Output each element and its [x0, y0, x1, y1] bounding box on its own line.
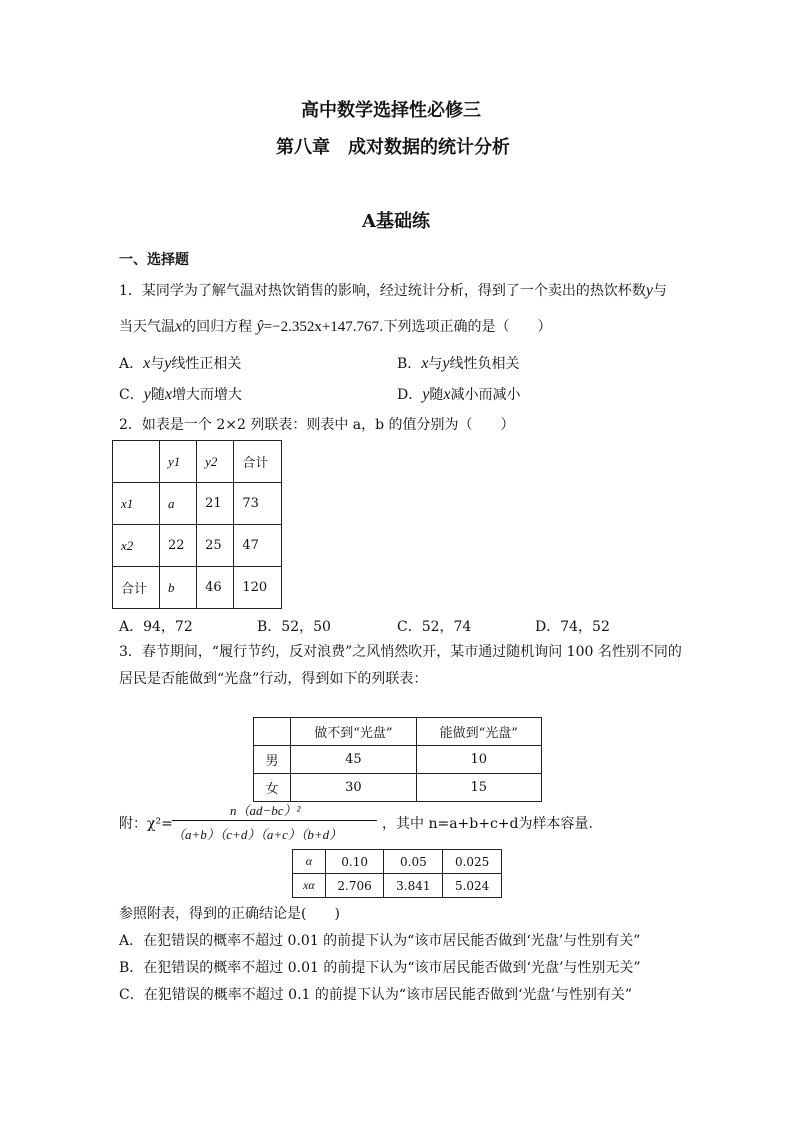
table-cell: 3.841 [384, 874, 443, 898]
q1-line2-b: 的回归方程 [182, 319, 253, 335]
q2-contingency-table [112, 440, 282, 609]
table-cell: 5.024 [443, 874, 502, 898]
table-row [254, 718, 542, 746]
part-heading: 一、选择题 [119, 252, 189, 268]
table-cell: 73 [234, 483, 282, 525]
table-row [113, 525, 282, 567]
table-cell: y1 [160, 441, 197, 483]
formula-prefix: 附：χ²= [119, 816, 173, 832]
q3-option-b: B．在犯错误的概率不超过 0.01 的前提下认为“该市居民能否做到‘光盘’与性别无关” [119, 960, 641, 976]
table-cell: x2 [113, 525, 160, 567]
option-text: 线性负相关 [449, 356, 520, 372]
doc-title: 高中数学选择性必修三 [301, 100, 481, 121]
word-and: 与 [150, 356, 165, 372]
table-cell: 120 [234, 567, 282, 609]
option-text: 减小而减小 [450, 387, 521, 403]
regression-equation: =−2.352x+147.767 [263, 319, 380, 335]
var-x: x [164, 386, 172, 403]
table-cell: 能做到“光盘” [416, 718, 541, 746]
var-x: x [421, 355, 429, 372]
fraction-bar [172, 820, 377, 821]
q1-option-c [119, 384, 242, 404]
q1-option-a [119, 353, 241, 373]
table-cell: 21 [197, 483, 234, 525]
word-sui: 随 [429, 387, 444, 403]
q3-contingency-table [253, 717, 542, 802]
option-text: 增大而增大 [171, 387, 242, 403]
table-row [254, 746, 542, 774]
table-cell: 15 [416, 774, 541, 802]
fraction-denominator: （a+b）（c+d）（a+c）（b+d） [172, 827, 343, 842]
q1-line2-c: .下列选项正确的是（ ） [379, 319, 552, 335]
table-cell: 25 [197, 525, 234, 567]
option-label: C． [119, 387, 144, 403]
option-text: 线性正相关 [171, 356, 242, 372]
word-and: 与 [428, 356, 443, 372]
table-cell: 47 [234, 525, 282, 567]
table-row [113, 567, 282, 609]
var-y: y [442, 355, 450, 372]
y-hat: ŷ [256, 318, 264, 335]
table-cell: α [293, 850, 326, 874]
var-y: y [143, 386, 151, 403]
q3-conclusion-prompt: 参照附表，得到的正确结论是( ) [119, 906, 340, 922]
table-row [293, 850, 502, 874]
table-cell [254, 718, 291, 746]
q2-option-c: C．52，74 [397, 619, 472, 635]
q3-option-a: A．在犯错误的概率不超过 0.01 的前提下认为“该市居民能否做到‘光盘’与性别有关” [119, 933, 641, 949]
q2-option-d: D．74，52 [535, 619, 610, 635]
table-cell: 22 [160, 525, 197, 567]
table-cell: 做不到“光盘” [291, 718, 416, 746]
table-cell: 2.706 [325, 874, 384, 898]
option-label: D． [397, 387, 423, 403]
table-cell: x1 [113, 483, 160, 525]
q2-option-a: A．94，72 [119, 619, 193, 635]
table-cell: 0.10 [325, 850, 384, 874]
table-row [293, 874, 502, 898]
var-y: y [422, 386, 430, 403]
q1-line2-a: 当天气温 [119, 319, 175, 335]
q1-option-d [397, 384, 520, 404]
q1-line1 [119, 280, 667, 300]
formula-suffix: ，其中 n=a+b+c+d为样本容量． [382, 816, 603, 832]
table-row [113, 441, 282, 483]
section-title: A基础练 [362, 211, 430, 232]
table-cell: a [160, 483, 197, 525]
var-y: y [645, 282, 654, 299]
q1-stem-text: 1．某同学为了解气温对热饮销售的影响，经过统计分析，得到了一个卖出的热饮杯数 [119, 283, 646, 299]
table-cell: y2 [197, 441, 234, 483]
table-row [113, 483, 282, 525]
var-y: y [164, 355, 172, 372]
var-x: x [443, 386, 451, 403]
table-cell: 合计 [113, 567, 160, 609]
chi-square-fraction [172, 800, 377, 844]
q3-stem-line2: 居民是否能做到“光盘”行动，得到如下的列联表： [119, 671, 428, 687]
fraction-numerator: n（ad−bc）² [230, 803, 301, 818]
var-x: x [175, 318, 183, 335]
q3-stem-line1: 3．春节期间，“履行节约，反对浪费”之风悄然吹开，某市通过随机询问 100 名性别不同的 [119, 644, 682, 660]
table-cell: 46 [197, 567, 234, 609]
q3-option-c: C．在犯错误的概率不超过 0.1 的前提下认为“该市居民能否做到‘光盘’与性别有关” [119, 987, 633, 1003]
word-sui: 随 [150, 387, 165, 403]
table-cell [113, 441, 160, 483]
q2-stem: 2．如表是一个 2×2 列联表：则表中 a，b 的值分别为（ ） [119, 417, 515, 433]
option-label: A． [119, 356, 144, 372]
table-cell: b [160, 567, 197, 609]
var-x: x [143, 355, 151, 372]
table-cell: 女 [254, 774, 291, 802]
table-cell: xα [293, 874, 326, 898]
table-cell: 0.025 [443, 850, 502, 874]
q1-option-b [397, 353, 520, 373]
table-cell: 男 [254, 746, 291, 774]
option-label: B． [397, 356, 422, 372]
q1-line1-end: 与 [653, 283, 668, 299]
table-row [254, 774, 542, 802]
table-cell: 0.05 [384, 850, 443, 874]
table-cell: 10 [416, 746, 541, 774]
chapter-title: 第八章 成对数据的统计分析 [276, 137, 510, 158]
q2-option-b: B．52，50 [257, 619, 331, 635]
table-cell: 合计 [234, 441, 282, 483]
table-cell: 45 [291, 746, 416, 774]
table-cell: 30 [291, 774, 416, 802]
q1-line2 [119, 316, 552, 336]
critical-value-table [292, 849, 502, 898]
